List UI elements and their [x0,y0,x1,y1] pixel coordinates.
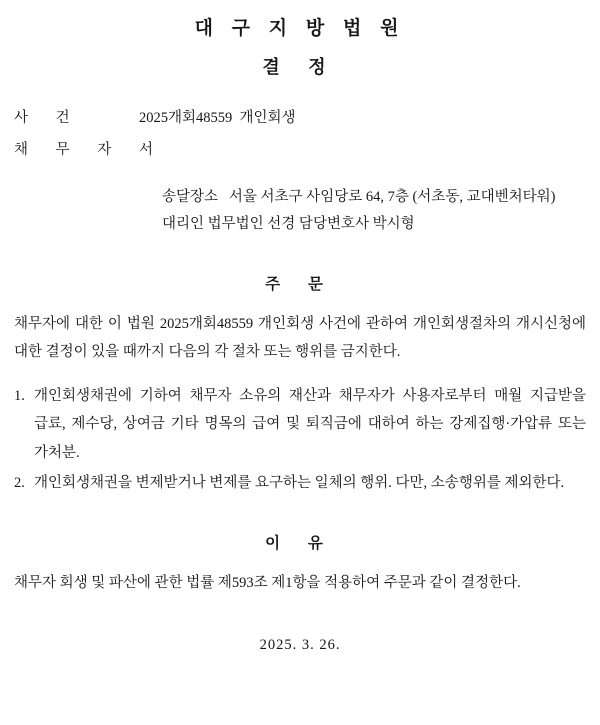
list-item-text: 개인회생채권에 기하여 채무자 소유의 재산과 채무자가 사용자로부터 매월 지급받을 급료, 제수당, 상여금 기타 명목의 급여 및 퇴직금에 대하여 하는 강제집행·가압류 또는 가처분. [34,388,586,461]
field-row-case [14,108,586,130]
attorney-line: 대리인 법무법인 선경 담당변호사 박시형 [162,215,415,232]
reason-heading: 이 유 [265,535,335,553]
document-page [0,18,600,725]
list-item-number: 2. [14,474,25,491]
document-kind-title: 결 정 [262,56,338,77]
list-item [14,382,586,467]
field-value-case: 2025개회48559 개인회생 [139,110,296,127]
main-paragraph: 채무자에 대한 이 법원 2025개회48559 개인회생 사건에 관하여 개인회생절차의 개시신청에 대한 결정이 있을 때까지 다음의 각 절차 또는 행위를 금지한다. [14,315,586,360]
main-text-heading: 주 문 [265,275,335,293]
decision-date: 2025. 3. 26. [259,637,341,654]
service-address-line: 송달장소 서울 서초구 사임당로 64, 7층 (서초동, 교대벤처타워) [162,188,556,205]
list-item [14,469,586,497]
prohibition-list [14,382,586,497]
field-value-debtor: 서 [139,142,154,159]
list-item-number: 1. [14,388,25,405]
court-title: 대 구 지 방 법 원 [194,18,406,39]
list-item-text: 개인회생채권을 변제받거나 변제를 요구하는 일체의 행위. 다만, 소송행위를 제외한다. [34,474,565,491]
service-address-block [162,184,586,238]
field-label-case: 사 건 [14,110,82,127]
field-row-debtor [14,140,586,162]
reason-paragraph: 채무자 회생 및 파산에 관한 법률 제593조 제1항을 적용하여 주문과 같이 결정한다. [14,575,521,592]
field-label-debtor: 채 무 자 [14,142,124,159]
case-fields [14,108,586,162]
